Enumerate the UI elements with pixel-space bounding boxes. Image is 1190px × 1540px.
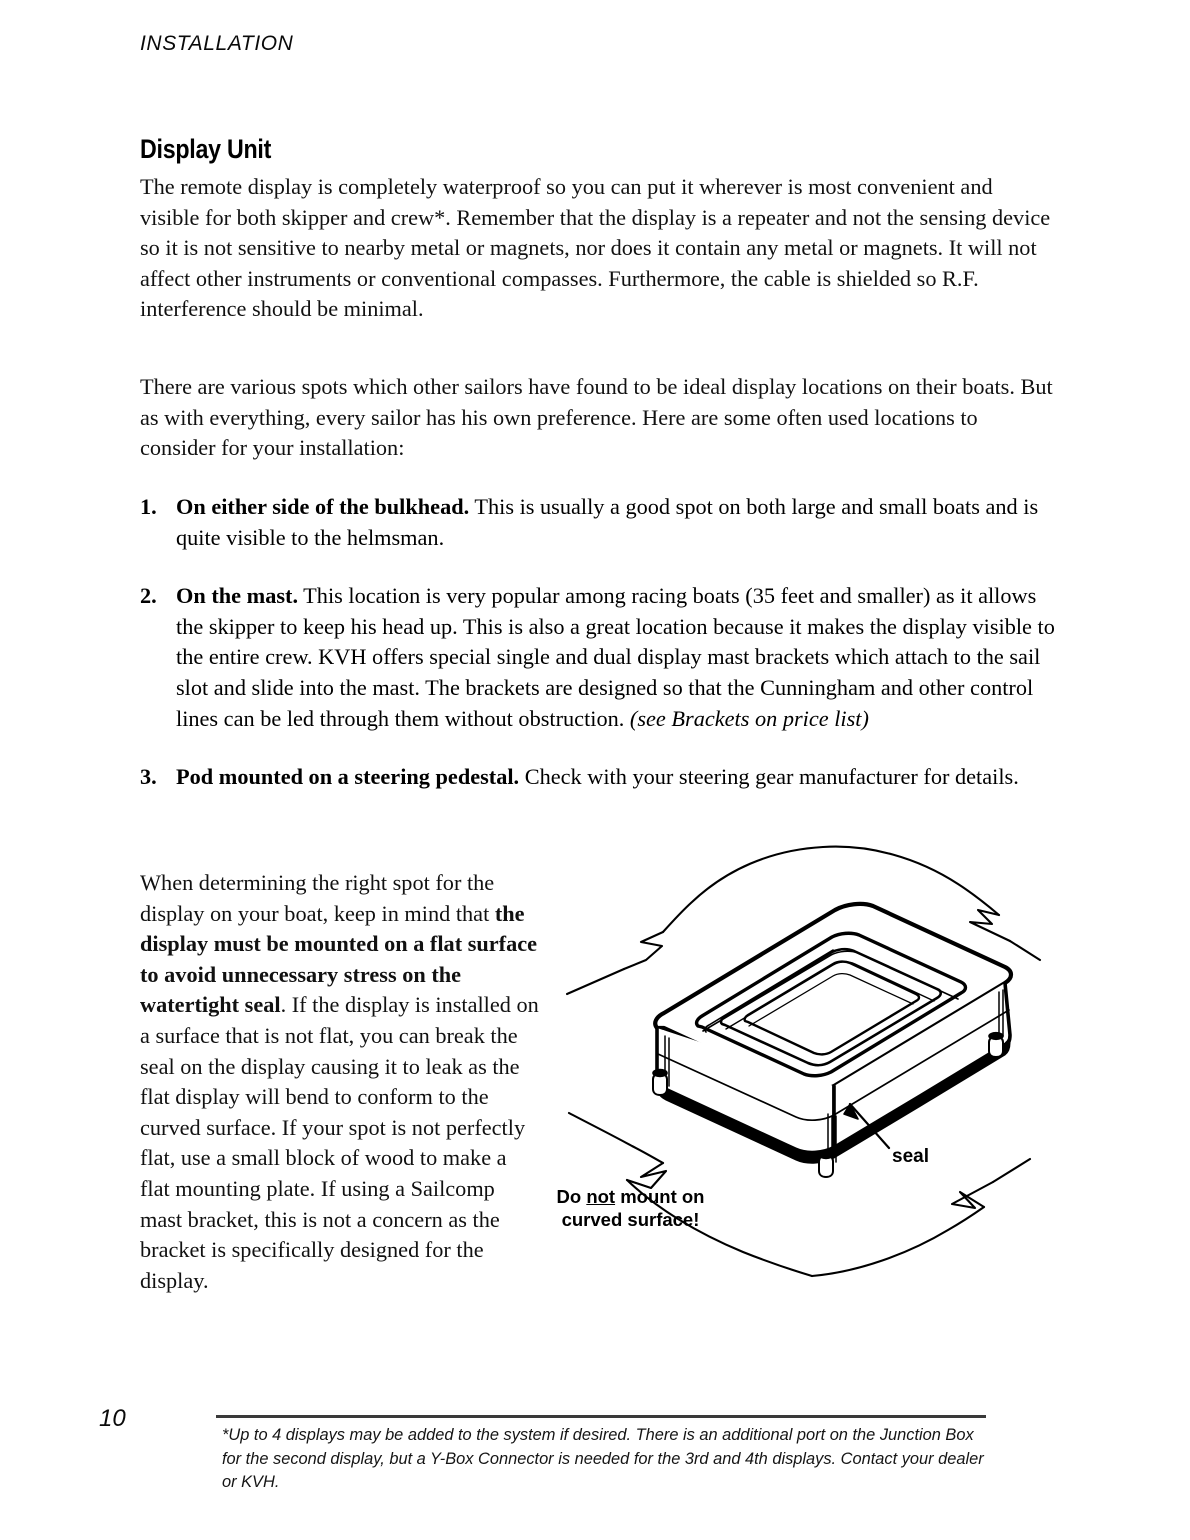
warning-text-a: Do: [556, 1186, 587, 1207]
surface-edge-top-left: [663, 847, 823, 932]
list-item: [140, 492, 1055, 553]
surface-edge-top-right-2: [1010, 941, 1040, 960]
list-item-trailing-italic: (see Brackets on price list): [629, 705, 869, 731]
seal-label: seal: [892, 1146, 929, 1167]
footnote-rule: [216, 1415, 986, 1418]
page-number: 10: [99, 1405, 126, 1432]
foot-right-top: [989, 1033, 1003, 1040]
list-item: [140, 581, 1055, 734]
surface-edge-top-left-2: [567, 969, 624, 994]
curved-surface-warning: [548, 1185, 713, 1231]
warning-text-b: mount on: [615, 1186, 705, 1207]
list-item-number: 3.: [140, 764, 157, 790]
locations-list: [140, 492, 1055, 815]
paragraph-intro: The remote display is completely waterproof so you can put it wherever is most convenient and visible for both skipper and crew*. Remember that the display is a repeater and not the sensing device so it is not sensitive to nearby metal or magnets, nor does it contain any metal or magnets. It will not affect other instruments or conventional compasses. Furthermore, the cable is shielded so R.F. interference should be minimal.: [140, 174, 1051, 322]
surface-edge-bottom-right: [812, 1207, 984, 1276]
flat-surface-part1: When determining the right spot for the display on your boat, keep in mind that: [140, 870, 495, 926]
running-head: INSTALLATION: [140, 32, 294, 55]
list-item-text: This is usually a good spot on both large and small boats and is quite visible to the helmsman.: [176, 494, 1039, 550]
list-item-number: 2.: [140, 583, 157, 609]
foot-front-top: [819, 1152, 833, 1159]
footnote-text: *Up to 4 displays may be added to the system if desired. There is an additional port on the Junction Box for the second display, but a Y-Box Connector is needed for the 3rd and 4th displays. Contact your dealer or KVH.: [222, 1426, 984, 1491]
paragraph-locations-intro: There are various spots which other sailors have found to be ideal display locations on their boats. But as with everything, every sailor has his own preference. Here are some often used locations to consider for your installation:: [140, 374, 1053, 461]
surface-edge-bottom-right-2: [993, 1159, 1030, 1182]
list-item: [140, 762, 1055, 793]
warning-line-2: curved surface!: [561, 1209, 700, 1230]
break-symbol-bottom-right: [952, 1182, 993, 1208]
paragraph-flat-surface: [140, 868, 540, 1296]
list-item-lead: Pod mounted on a steering pedestal.: [176, 764, 520, 790]
surface-edge-bottom-left: [569, 1113, 663, 1163]
list-item-lead: On the mast.: [176, 583, 299, 609]
section-heading: Display Unit: [140, 134, 272, 164]
list-item-lead: On either side of the bulkhead.: [176, 494, 470, 519]
display-unit-figure: [540, 830, 1080, 1330]
display-unit-illustration: [540, 830, 1080, 1330]
break-symbol-top-right: [970, 910, 1010, 941]
foot-left-top: [653, 1070, 667, 1077]
list-item-number: 1.: [140, 494, 157, 519]
list-item-text: Check with your steering gear manufacturer for details.: [519, 764, 1019, 790]
list-item-text: This location is very popular among racing boats (35 feet and smaller) as it allows the skipper to keep his head up. This is also a great location because it makes the display visible to the entire crew. KVH offers special single and dual display mast brackets which attach to the sail slot and slide into the mast. The brackets are designed so that the Cunningham and other control lines can be led through them without obstruction.: [176, 583, 1055, 731]
warning-line-1: [548, 1185, 713, 1208]
flat-surface-emphasis: the display must be mounted on a flat surface to avoid unnecessary stress on the watertight seal: [140, 900, 538, 1018]
warning-emphasis-not: not: [586, 1186, 616, 1207]
flat-surface-part2: . If the display is installed on a surface that is not flat, you can break the seal on the display causing it to leak as the flat display will bend to conform to the curved surface. If your spot is not perfectly flat, use a small block of wood to make a flat mounting plate. If using a Sailcomp mast bracket, this is not a concern as the bracket is specifically designed for the display.: [140, 992, 539, 1293]
break-symbol-top-left: [624, 932, 663, 969]
